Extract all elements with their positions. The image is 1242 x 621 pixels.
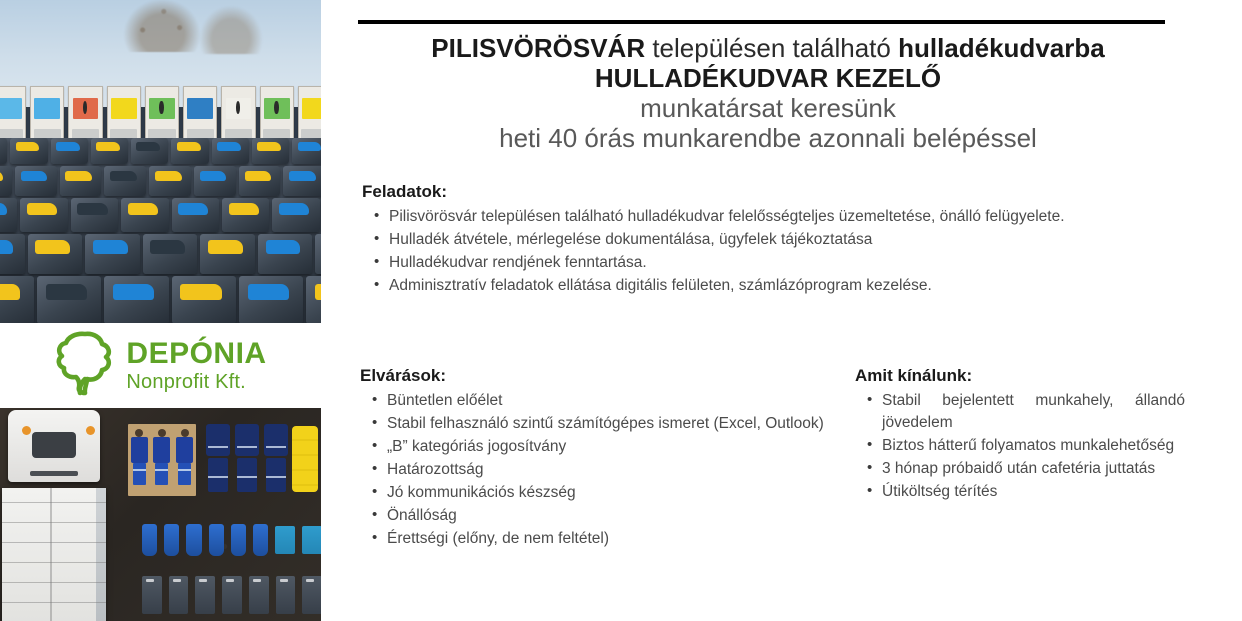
list-item: • Önállóság (387, 505, 830, 527)
section-tasks (362, 182, 1180, 298)
grey-bins-row (142, 576, 321, 614)
list-item: • Biztos hátterű folyamatos munkalehetőség (882, 435, 1185, 457)
headline-line-1 (358, 33, 1178, 63)
worker-figure (176, 429, 193, 489)
truck-lamp-right (86, 426, 95, 435)
blue-bins-row (142, 524, 321, 556)
logo-company-type: Nonprofit Kft. (126, 371, 246, 393)
requirements-list (360, 390, 830, 550)
list-item: • Stabil felhasználó szintű számítógépes ismeret (Excel, Outlook) (387, 413, 830, 435)
headline-facility: hulladékudvarba (898, 33, 1105, 63)
blue-bin (231, 524, 246, 556)
worker-figure (131, 429, 148, 489)
waste-bin (252, 138, 289, 164)
waste-bin (85, 234, 140, 274)
bare-tree-icon-secondary (196, 2, 266, 54)
waste-bin (0, 138, 7, 164)
bare-tree-icon (118, 0, 206, 52)
list-item: • Pilisvörösvár településen található hulladékudvar felelősségteljes üzemeltetése, önálló felügyelete. (389, 206, 1180, 228)
yellow-bollards (292, 426, 318, 492)
waste-bin (258, 234, 313, 274)
section-tasks-title: Feladatok: (362, 182, 448, 201)
waste-bin (272, 198, 319, 232)
waste-bin (15, 166, 57, 196)
list-item: • Útiköltség térítés (882, 481, 1185, 503)
waste-bin (60, 166, 102, 196)
bin-row (0, 234, 321, 274)
waste-bin (171, 138, 208, 164)
list-item: • Érettségi (előny, de nem feltétel) (387, 528, 830, 550)
bin-row (0, 166, 321, 196)
grey-bin (249, 576, 269, 614)
uniform-item (235, 424, 259, 494)
waste-bin (292, 138, 321, 164)
waste-bin (149, 166, 191, 196)
waste-bin (0, 234, 25, 274)
waste-bin (104, 276, 168, 323)
section-offer (855, 366, 1185, 504)
tree-logo-icon (54, 330, 116, 401)
list-item: • Határozottság (387, 459, 830, 481)
waste-bin (239, 276, 303, 323)
bin-row (0, 276, 321, 323)
headline-job-title: HULLADÉKUDVAR KEZELŐ (594, 63, 942, 94)
truck-lamp-left (22, 426, 31, 435)
page-title (358, 33, 1178, 154)
headline-city: PILISVÖRÖSVÁR (431, 33, 646, 63)
waste-bin (200, 234, 255, 274)
grey-bin (276, 576, 296, 614)
section-requirements-title: Elvárások: (360, 366, 446, 385)
waste-bin (143, 234, 198, 274)
waste-bin (0, 276, 34, 323)
waste-bin (91, 138, 128, 164)
photo-aerial-fleet (0, 408, 321, 621)
garbage-truck (2, 410, 106, 621)
waste-bin (51, 138, 88, 164)
list-item: • „B” kategóriás jogosítvány (387, 436, 830, 458)
waste-bin (172, 198, 219, 232)
waste-bin (10, 138, 47, 164)
photo-waste-bins-field (0, 0, 321, 323)
tasks-list (362, 206, 1180, 297)
worker-figure (153, 429, 170, 489)
grey-bin (142, 576, 162, 614)
bins-field (0, 138, 321, 323)
blue-bin (142, 524, 157, 556)
waste-bin (222, 198, 269, 232)
blue-bin (186, 524, 201, 556)
waste-bin (239, 166, 281, 196)
headline-line-1-middle: településen található (645, 33, 899, 63)
blue-bin (164, 524, 179, 556)
list-item: • Jó kommunikációs készség (387, 482, 830, 504)
waste-bin (71, 198, 118, 232)
waste-bin (0, 166, 12, 196)
uniform-item (264, 424, 288, 494)
waste-bin (20, 198, 67, 232)
waste-bin (212, 138, 249, 164)
blue-bin (209, 524, 224, 556)
blue-crate (302, 526, 321, 554)
waste-bin (172, 276, 236, 323)
waste-bin (0, 198, 17, 232)
list-item: • Stabil bejelentett munkahely, állandó jövedelem (882, 390, 1185, 434)
grey-bin (195, 576, 215, 614)
logo-wordmark (126, 339, 266, 392)
grey-bin (169, 576, 189, 614)
waste-bin (283, 166, 321, 196)
waste-bin (121, 198, 168, 232)
grey-bin (302, 576, 321, 614)
waste-bin (28, 234, 83, 274)
uniforms-group (206, 424, 288, 496)
list-item: • Hulladékudvar rendjének fenntartása. (389, 252, 1180, 274)
list-item: • Hulladék átvétele, mérlegelése dokumentálása, ügyfelek tájékoztatása (389, 229, 1180, 251)
section-requirements (360, 366, 830, 551)
headline-line-4: heti 40 órás munkarendbe azonnali belépéssel (499, 123, 1037, 154)
blue-bin (253, 524, 268, 556)
offer-list (855, 390, 1185, 503)
content-column (321, 0, 1242, 621)
section-offer-title: Amit kínálunk: (855, 366, 973, 385)
workers-group (128, 424, 196, 496)
waste-bin (306, 276, 321, 323)
bin-row (0, 198, 321, 232)
blue-crate (275, 526, 295, 554)
truck-cab (8, 410, 100, 482)
list-item: • 3 hónap próbaidő után cafetéria juttatás (882, 458, 1185, 480)
logo-company-name: DEPÓNIA (126, 337, 267, 370)
waste-bin (131, 138, 168, 164)
uniform-item (206, 424, 230, 494)
header-divider (358, 20, 1165, 24)
list-item: • Büntetlen előélet (387, 390, 830, 412)
media-column (0, 0, 321, 621)
company-logo (0, 323, 321, 408)
grey-bin (222, 576, 242, 614)
headline-line-3: munkatársat keresünk (640, 93, 896, 124)
bin-row (0, 138, 321, 164)
waste-bin (37, 276, 101, 323)
waste-bin (104, 166, 146, 196)
list-item: • Adminisztratív feladatok ellátása digitális felületen, számlázóprogram kezelése. (389, 275, 1180, 297)
truck-body (2, 488, 106, 621)
waste-bin (194, 166, 236, 196)
